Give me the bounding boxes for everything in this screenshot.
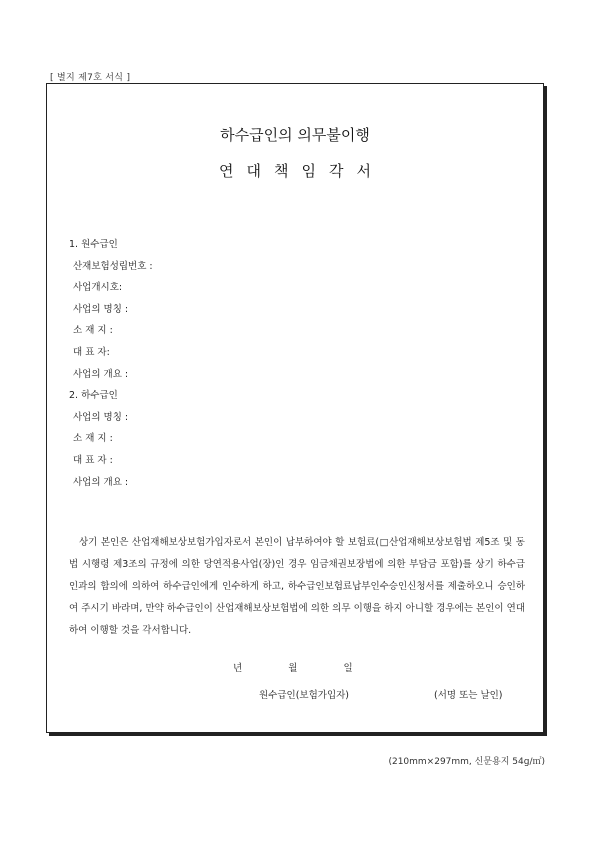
document-subtitle: 연대책임각서 — [219, 162, 384, 180]
field-list — [69, 239, 369, 498]
signature-line — [259, 687, 529, 701]
paper-spec-note: (210mm×297mm, 신문용지 54g/㎡) — [388, 757, 545, 767]
field-insurance-number: 산재보험성립번호 : — [73, 260, 153, 272]
date-day-label: 일 — [343, 663, 353, 674]
date-line — [233, 660, 353, 674]
field-sub-address: 소 재 지 : — [73, 433, 113, 445]
field-sub-business-name: 사업의 명칭 : — [73, 411, 129, 423]
field-sub-representative: 대 표 자 : — [73, 454, 113, 466]
pledge-statement: 상기 본인은 산업재해보상보험가입자로서 본인이 납부하여야 할 보험료(□산업재해보상보험법 제5조 및 동법 시행령 제3조의 규정에 의한 당연적용사업(장)인 경우 임금채권보장법에 의한 부담금 포함)를 상기 하수급인과의 합의에 의하여 하수급인에게 인수하게 하고, 하수급인보험료납부인수승인신청서를 제출하오니 승인하여 주시기 바라며, 만약 하수급인이 산업재해보상보험법에 의한 의무 이행을 하지 아니할 경우에는 본인이 연대하여 이행할 것을 각서합니다. — [69, 537, 525, 636]
field-contractor-heading: 1. 원수급인 — [69, 239, 118, 250]
document-frame — [46, 83, 544, 733]
date-month-label: 월 — [288, 663, 298, 674]
field-sub-business-summary: 사업의 개요 : — [73, 476, 129, 488]
date-year-label: 년 — [233, 663, 243, 674]
field-representative: 대 표 자: — [73, 346, 110, 358]
field-subcontractor-heading: 2. 하수급인 — [69, 390, 118, 402]
signature-note: (서명 또는 날인) — [434, 690, 503, 701]
signature-label: 원수급인(보험가입자) — [259, 690, 350, 701]
form-number-label: [ 별지 제7호 서식 ] — [50, 73, 131, 83]
document-title: 하수급인의 의무불이행 — [220, 126, 370, 144]
field-address: 소 재 지 : — [73, 325, 113, 337]
field-business-start: 사업개시호: — [73, 282, 123, 294]
field-business-summary: 사업의 개요 : — [73, 368, 129, 380]
field-business-name: 사업의 명칭 : — [73, 303, 129, 315]
